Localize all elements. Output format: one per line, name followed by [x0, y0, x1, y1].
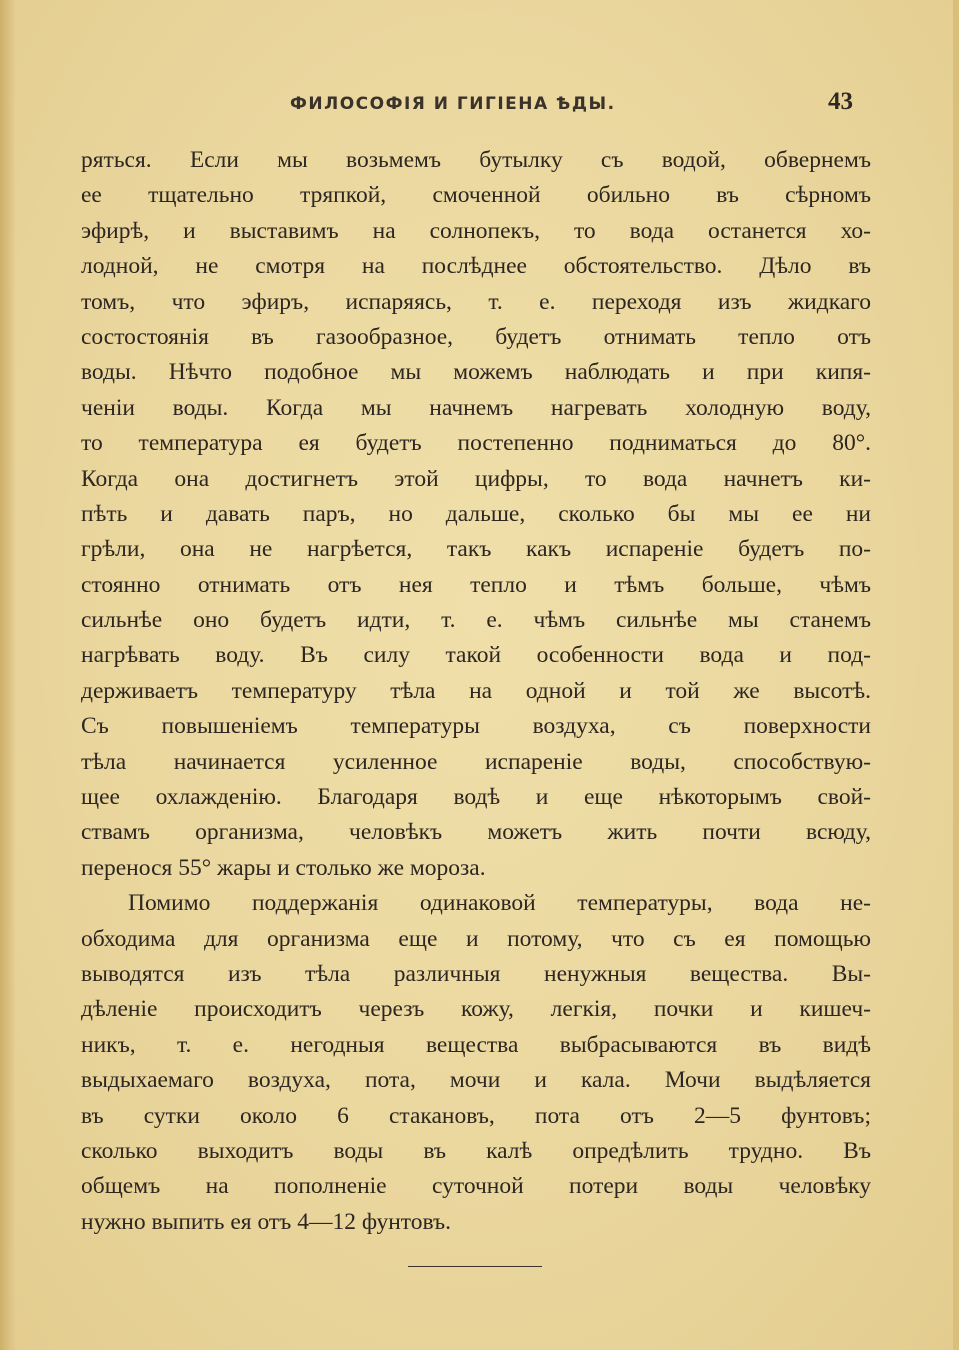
text-line: обходима для организма еще и потому, что съ ея помощью — [81, 925, 871, 952]
text-line: выдыхаемаго воздуха, пота, мочи и кала. Мочи выдѣляется — [81, 1067, 871, 1094]
text-line: томъ, что эфиръ, испаряясь, т. е. переходя изъ жидкаго — [81, 288, 871, 315]
text-line: состостоянія въ газообразное, будетъ отнимать тепло отъ — [81, 323, 871, 350]
text-line: щее охлажденію. Благодаря водѣ и еще нѣкоторымъ свой- — [81, 784, 871, 811]
text-line: ствамъ организма, человѣкъ можетъ жить почти всюду, — [81, 819, 871, 846]
page-number: 43 — [828, 88, 853, 115]
text-line: Съ повышеніемъ температуры воздуха, съ поверхности — [81, 713, 871, 740]
text-line: Помимо поддержанія одинаковой температуры, вода не- — [128, 890, 871, 917]
text-line: лодной, не смотря на послѣднее обстоятельство. Дѣло въ — [81, 253, 871, 280]
text-line: ее тщательно тряпкой, смоченной обильно въ сѣрномъ — [81, 182, 871, 209]
text-line: дѣленіе происходитъ черезъ кожу, легкія, почки и кишеч- — [81, 996, 871, 1023]
text-line: воды. Нѣчто подобное мы можемъ наблюдать и при кипя- — [81, 359, 871, 386]
text-line: выводятся изъ тѣла различныя ненужныя вещества. Вы- — [81, 960, 871, 987]
text-line: то температура ея будетъ постепенно подниматься до 80°. — [81, 430, 871, 457]
text-line: нужно выпить ея отъ 4—12 фунтовъ. — [81, 1208, 452, 1235]
text-line: нагрѣвать воду. Въ силу такой особенности вода и под- — [81, 642, 871, 669]
text-line: ряться. Если мы возьмемъ бутылку съ водой, обвернемъ — [81, 147, 871, 173]
text-line: держиваетъ температуру тѣла на одной и той же высотѣ. — [81, 677, 871, 704]
end-rule-divider — [408, 1266, 542, 1267]
running-title: ФИЛОСОФІЯ И ГИГІЕНА ѢДЫ. — [290, 94, 616, 114]
text-line: стоянно отнимать отъ нея тепло и тѣмъ больше, чѣмъ — [81, 571, 871, 598]
text-line: пѣть и давать паръ, но дальше, сколько бы мы ее ни — [81, 500, 871, 527]
body-text — [81, 143, 871, 1240]
text-line: въ сутки около 6 стакановъ, пота отъ 2—5 фунтовъ; — [81, 1102, 871, 1129]
text-line: грѣли, она не нагрѣется, такъ какъ испареніе будетъ по- — [81, 536, 871, 563]
text-line: общемъ на пополненіе суточной потери воды человѣку — [81, 1173, 871, 1200]
text-line: сильнѣе оно будетъ идти, т. е. чѣмъ сильнѣе мы станемъ — [81, 607, 871, 634]
text-line: тѣла начинается усиленное испареніе воды, способствую- — [81, 748, 871, 775]
paragraph-2 — [81, 886, 871, 1240]
page-edge — [953, 0, 959, 1350]
text-line: Когда она достигнетъ этой цифры, то вода начнетъ ки- — [81, 465, 871, 492]
text-line: ченіи воды. Когда мы начнемъ нагревать холодную воду, — [81, 394, 871, 421]
text-line: эфирѣ, и выставимъ на солнопекъ, то вода останется хо- — [81, 217, 871, 244]
text-line: никъ, т. е. негодныя вещества выбрасываются въ видѣ — [81, 1031, 871, 1058]
text-line: перенося 55° жары и столько же мороза. — [81, 854, 486, 881]
text-line: сколько выходитъ воды въ калѣ опредѣлить трудно. Въ — [81, 1137, 871, 1164]
page-gutter-shadow — [0, 0, 16, 1350]
paragraph-1 — [81, 143, 871, 886]
